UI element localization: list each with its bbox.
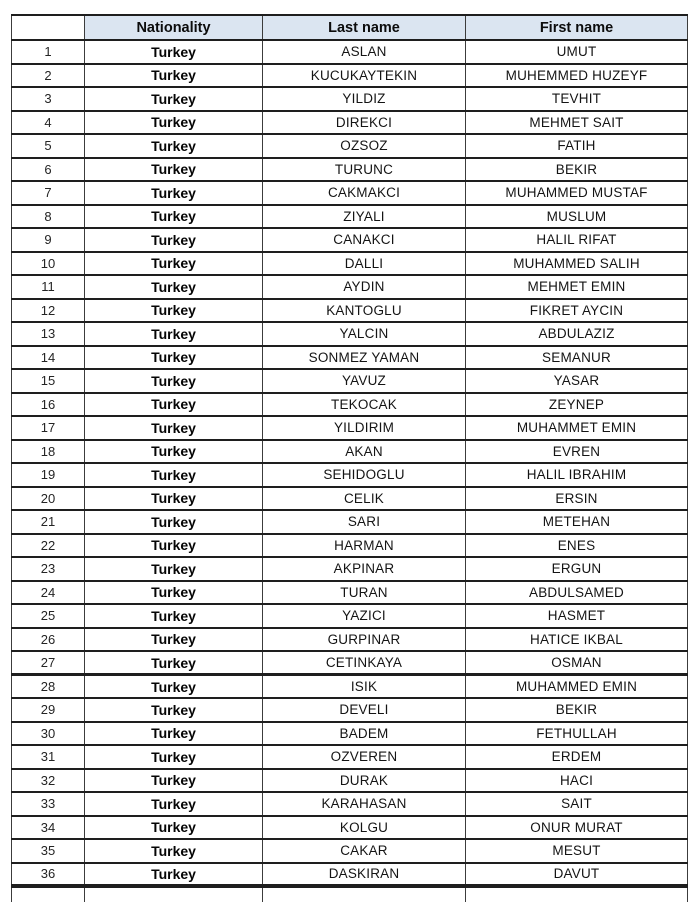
first-name-cell: ZEYNEP (466, 393, 688, 417)
table-body (12, 40, 688, 902)
table-row (12, 416, 688, 440)
nationality-cell: Turkey (85, 510, 263, 534)
table-row (12, 134, 688, 158)
nationality-cell: Turkey (85, 181, 263, 205)
last-name-cell: YAVUZ (263, 369, 466, 393)
table-row (12, 863, 688, 887)
first-name-cell: MUHAMMED SALIH (466, 252, 688, 276)
table-row (12, 87, 688, 111)
nationality-cell: Turkey (85, 346, 263, 370)
last-name-cell: OZVEREN (263, 745, 466, 769)
last-name-cell: BADEM (263, 722, 466, 746)
table-row (12, 628, 688, 652)
nationality-cell: Turkey (85, 87, 263, 111)
first-name-cell: MUHAMMED MUSTAF (466, 181, 688, 205)
table-row (12, 111, 688, 135)
row-number-cell: 29 (12, 698, 85, 722)
row-number-cell: 8 (12, 205, 85, 229)
table-row (12, 346, 688, 370)
row-number-cell: 6 (12, 158, 85, 182)
row-number-cell: 23 (12, 557, 85, 581)
first-name-cell: MUHAMMET EMIN (466, 416, 688, 440)
last-name-cell: ZIYALI (263, 205, 466, 229)
last-name-cell: KARAHASAN (263, 792, 466, 816)
nationality-cell: Turkey (85, 463, 263, 487)
nationality-cell: Turkey (85, 134, 263, 158)
nationality-cell: Turkey (85, 64, 263, 88)
first-name-cell: UMUT (466, 40, 688, 64)
nationality-cell: Turkey (85, 534, 263, 558)
first-name-cell: ERGUN (466, 557, 688, 581)
table-row (12, 792, 688, 816)
nationality-cell: Turkey (85, 745, 263, 769)
first-name-cell: ABDULSAMED (466, 581, 688, 605)
row-number-cell: 28 (12, 675, 85, 699)
last-name-cell: YALCIN (263, 322, 466, 346)
table-row (12, 510, 688, 534)
last-name-cell: CAKAR (263, 839, 466, 863)
nationality-cell: Turkey (85, 393, 263, 417)
row-number-cell: 17 (12, 416, 85, 440)
table-row (12, 158, 688, 182)
last-name-cell: YILDIZ (263, 87, 466, 111)
row-number-cell: 27 (12, 651, 85, 675)
table-row (12, 816, 688, 840)
last-name-cell: DALLI (263, 252, 466, 276)
nationality-cell: Turkey (85, 111, 263, 135)
column-header-index (12, 15, 85, 40)
row-number-cell: 13 (12, 322, 85, 346)
last-name-cell: SEHIDOGLU (263, 463, 466, 487)
last-name-cell: AKAN (263, 440, 466, 464)
last-name-cell: OZSOZ (263, 134, 466, 158)
row-number-cell: 7 (12, 181, 85, 205)
names-table-container (11, 14, 688, 902)
last-name-cell: CANAKCI (263, 228, 466, 252)
row-number-cell: 2 (12, 64, 85, 88)
table-row (12, 228, 688, 252)
nationality-cell: Turkey (85, 604, 263, 628)
column-header-last-name: Last name (263, 15, 466, 40)
nationality-cell: Turkey (85, 675, 263, 699)
last-name-cell: SARI (263, 510, 466, 534)
first-name-cell: SEMANUR (466, 346, 688, 370)
first-name-cell: HASMET (466, 604, 688, 628)
first-name-cell: HALIL IBRAHIM (466, 463, 688, 487)
table-row (12, 675, 688, 699)
first-name-cell: ONUR MURAT (466, 816, 688, 840)
first-name-cell: FIKRET AYCIN (466, 299, 688, 323)
first-name-cell: BEKIR (466, 698, 688, 722)
row-number-cell: 25 (12, 604, 85, 628)
first-name-cell: MUHAMMED EMIN (466, 675, 688, 699)
first-name-cell: HALIL RIFAT (466, 228, 688, 252)
row-number-cell: 12 (12, 299, 85, 323)
row-number-cell: 31 (12, 745, 85, 769)
table-row (12, 440, 688, 464)
names-table (11, 14, 688, 902)
first-name-cell: HACI (466, 769, 688, 793)
row-number-cell: 15 (12, 369, 85, 393)
first-name-cell: METEHAN (466, 510, 688, 534)
nationality-cell: Turkey (85, 792, 263, 816)
last-name-cell: KANTOGLU (263, 299, 466, 323)
nationality-cell: Turkey (85, 205, 263, 229)
last-name-cell: CAKMAKCI (263, 181, 466, 205)
last-name-cell: ASLAN (263, 40, 466, 64)
table-row (12, 745, 688, 769)
table-row (12, 698, 688, 722)
row-number-cell: 30 (12, 722, 85, 746)
row-number-cell: 22 (12, 534, 85, 558)
nationality-cell: Turkey (85, 651, 263, 675)
table-row (12, 769, 688, 793)
row-number-cell: 33 (12, 792, 85, 816)
first-name-cell: HATICE IKBAL (466, 628, 688, 652)
last-name-cell: YAZICI (263, 604, 466, 628)
first-name-cell: MEHMET EMIN (466, 275, 688, 299)
last-name-cell: KUCUKAYTEKIN (263, 64, 466, 88)
first-name-cell: FETHULLAH (466, 722, 688, 746)
first-name-cell: MUSLUM (466, 205, 688, 229)
nationality-cell: Turkey (85, 252, 263, 276)
nationality-cell: Turkey (85, 863, 263, 887)
table-row (12, 839, 688, 863)
table-row (12, 534, 688, 558)
column-header-nationality: Nationality (85, 15, 263, 40)
first-name-cell: SAIT (466, 792, 688, 816)
table-row (12, 604, 688, 628)
nationality-cell: Turkey (85, 228, 263, 252)
row-number-cell: 21 (12, 510, 85, 534)
nationality-cell: Turkey (85, 299, 263, 323)
first-name-cell: ENES (466, 534, 688, 558)
column-header-first-name: First name (466, 15, 688, 40)
table-row (12, 299, 688, 323)
table-row (12, 722, 688, 746)
first-name-cell: MEHMET SAIT (466, 111, 688, 135)
table-row (12, 463, 688, 487)
row-number-cell: 5 (12, 134, 85, 158)
last-name-cell: AYDIN (263, 275, 466, 299)
last-name-cell: ISIK (263, 675, 466, 699)
first-name-cell: BEKIR (466, 158, 688, 182)
row-number-cell: 4 (12, 111, 85, 135)
table-row (12, 252, 688, 276)
table-row (12, 651, 688, 675)
last-name-cell: DURAK (263, 769, 466, 793)
table-row (12, 40, 688, 64)
row-number-cell: 9 (12, 228, 85, 252)
first-name-cell: EVREN (466, 440, 688, 464)
nationality-cell: Turkey (85, 769, 263, 793)
table-row (12, 64, 688, 88)
first-name-cell: MUHEMMED HUZEYF (466, 64, 688, 88)
table-row (12, 369, 688, 393)
first-name-cell: MESUT (466, 839, 688, 863)
nationality-cell: Turkey (85, 628, 263, 652)
table-row (12, 487, 688, 511)
first-name-cell: ABDULAZIZ (466, 322, 688, 346)
last-name-cell: GURPINAR (263, 628, 466, 652)
nationality-cell: Turkey (85, 581, 263, 605)
row-number-cell: 10 (12, 252, 85, 276)
table-row (12, 275, 688, 299)
row-number-cell: 36 (12, 863, 85, 887)
first-name-cell: TEVHIT (466, 87, 688, 111)
last-name-cell: CELIK (263, 487, 466, 511)
nationality-cell: Turkey (85, 816, 263, 840)
table-row (12, 581, 688, 605)
table-header-row (12, 15, 688, 40)
table-row (12, 181, 688, 205)
row-number-cell: 20 (12, 487, 85, 511)
nationality-cell: Turkey (85, 487, 263, 511)
row-number-cell: 24 (12, 581, 85, 605)
row-number-cell: 32 (12, 769, 85, 793)
nationality-cell: Turkey (85, 416, 263, 440)
last-name-cell: AKPINAR (263, 557, 466, 581)
nationality-cell: Turkey (85, 158, 263, 182)
row-number-cell: 35 (12, 839, 85, 863)
row-number-cell: 11 (12, 275, 85, 299)
nationality-cell: Turkey (85, 369, 263, 393)
row-number-cell: 26 (12, 628, 85, 652)
row-number-cell: 16 (12, 393, 85, 417)
first-name-cell: ERDEM (466, 745, 688, 769)
row-number-cell: 3 (12, 87, 85, 111)
table-row (12, 205, 688, 229)
first-name-cell: YASAR (466, 369, 688, 393)
last-name-cell: DEVELI (263, 698, 466, 722)
last-name-cell: TEKOCAK (263, 393, 466, 417)
nationality-cell: Turkey (85, 839, 263, 863)
last-name-cell: DASKIRAN (263, 863, 466, 887)
table-row (12, 322, 688, 346)
first-name-cell: FATIH (466, 134, 688, 158)
last-name-cell: CETINKAYA (263, 651, 466, 675)
last-name-cell: KOLGU (263, 816, 466, 840)
nationality-cell: Turkey (85, 40, 263, 64)
last-name-cell: HARMAN (263, 534, 466, 558)
last-name-cell: TURUNC (263, 158, 466, 182)
first-name-cell: DAVUT (466, 863, 688, 887)
first-name-cell: ERSIN (466, 487, 688, 511)
nationality-cell: Turkey (85, 722, 263, 746)
row-number-cell: 18 (12, 440, 85, 464)
last-name-cell: YILDIRIM (263, 416, 466, 440)
last-name-cell: SONMEZ YAMAN (263, 346, 466, 370)
row-number-cell: 34 (12, 816, 85, 840)
last-name-cell: TURAN (263, 581, 466, 605)
table-row (12, 557, 688, 581)
nationality-cell: Turkey (85, 698, 263, 722)
table-row (12, 393, 688, 417)
nationality-cell: Turkey (85, 440, 263, 464)
row-number-cell: 19 (12, 463, 85, 487)
last-name-cell: DIREKCI (263, 111, 466, 135)
row-number-cell: 14 (12, 346, 85, 370)
row-number-cell: 1 (12, 40, 85, 64)
first-name-cell: OSMAN (466, 651, 688, 675)
nationality-cell: Turkey (85, 275, 263, 299)
nationality-cell: Turkey (85, 557, 263, 581)
nationality-cell: Turkey (85, 322, 263, 346)
